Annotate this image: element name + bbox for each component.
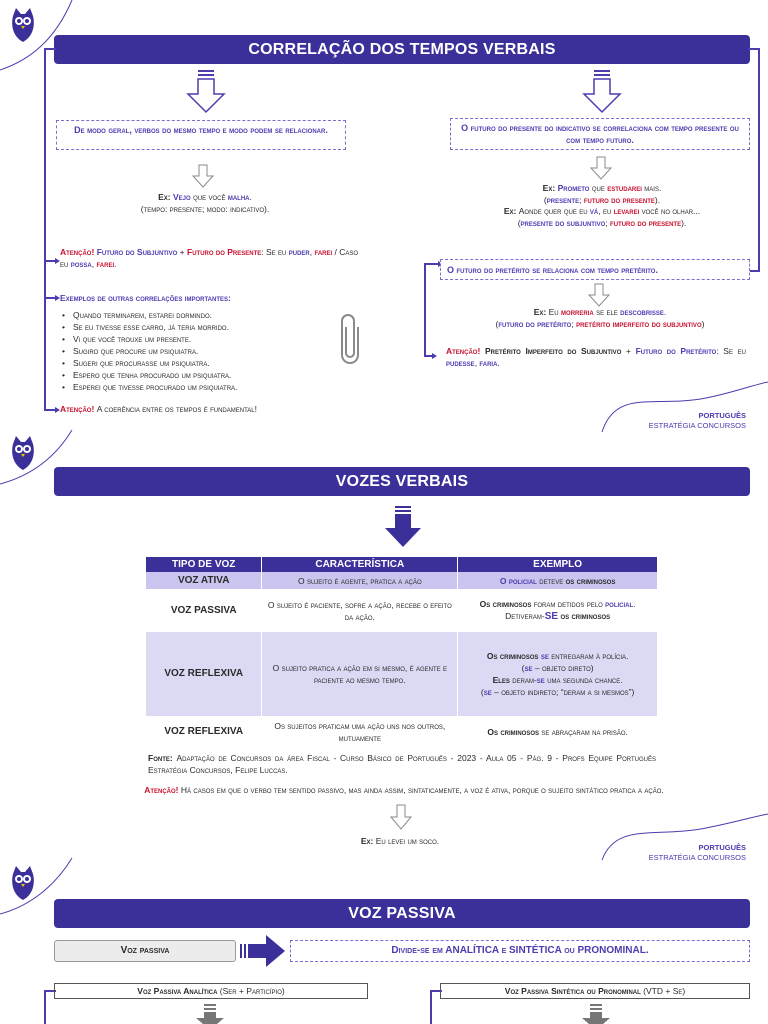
section-title-correlacao: CORRELAÇÃO DOS TEMPOS VERBAIS [54, 35, 750, 64]
correlacao-geral-box: De modo geral, verbos do mesmo tempo e modo podem se relacionar. [56, 120, 346, 150]
futuro-presente-box: O futuro do presente do indicativo se correlaciona com tempo presente ou com tempo futuro. [450, 118, 750, 150]
small-down-arrow-icon [192, 164, 214, 188]
header-tipo-voz: TIPO DE VOZ [146, 557, 262, 572]
paperclip-icon [338, 313, 362, 365]
right-connector-line [758, 48, 760, 272]
arrow-tip-icon [432, 353, 437, 359]
futuro-preterito-example: Ex: Eu morreria se ele descobrisse. (futuro do pretérito; pretérito imperfeito do subjuntivo) [495, 307, 705, 329]
down-arrow-icon [186, 70, 226, 114]
voz-passiva-analitica-box: Voz Passiva Analítica (Ser + Particípio) [54, 983, 368, 999]
down-arrow-gray-icon [196, 1004, 224, 1024]
list-item: • Esperei que tivesse procurado um psiquiatra. [62, 381, 322, 393]
small-down-arrow-icon [590, 156, 612, 180]
list-item: • Espero que tenha procurado um psiquiatra. [62, 369, 322, 381]
outras-correlacoes-list [62, 309, 322, 393]
atencao-coerencia: Atenção! A coerência entre os tempos é fundamental! [60, 404, 257, 414]
brand-footer: PORTUGUÊS ESTRATÉGIA CONCURSOS [648, 843, 746, 862]
atencao-preterito: Atenção! Pretérito Imperfeito do Subjuntivo + Futuro do Pretérito: Se eu pudesse, faria. [446, 346, 746, 368]
left-connector-line [44, 48, 46, 411]
list-item: • Sugeri que procurasse um psiquiatra. [62, 357, 322, 369]
header-exemplo: EXEMPLO [458, 557, 658, 572]
list-item: • Sugiro que procure um psiquiatra. [62, 345, 322, 357]
atencao-futuro-subjuntivo: Atenção! Futuro do Subjuntivo + Futuro do Presente: Se eu puder, farei / Caso eu possa, farei. [60, 247, 359, 269]
header-caracteristica: CARACTERÍSTICA [262, 557, 458, 572]
table-row: VOZ PASSIVA O sujeito é paciente, sofre a ação, recebe o efeito da ação. Os criminosos foram detidos pelo policial. Detiveram-SE os criminosos [146, 589, 658, 632]
small-down-arrow-icon [390, 804, 412, 830]
section-title-vozes: VOZES VERBAIS [54, 467, 750, 496]
vozes-table [146, 557, 658, 747]
right-example: Ex: Prometo que estudarei mais. (presente; futuro do presente). Ex: Aonde quer que eu vá, eu levarei você no olhar... (presente do subjuntivo; futuro do presente). [503, 183, 701, 228]
left-example: Ex: Vejo que você malha. (tempo: presente; modo: indicativo). [140, 192, 270, 214]
small-down-arrow-icon [588, 283, 610, 307]
list-item: • Se eu tivesse esse carro, já teria morrido. [62, 321, 322, 333]
futuro-preterito-box: O futuro do pretérito se relaciona com tempo pretérito. [440, 259, 750, 280]
atencao-voz-ativa: Atenção! Há casos em que o verbo tem sentido passivo, mas ainda assim, sintaticamente, a voz é ativa, porque o sujeito sintático pratica a ação. [144, 785, 664, 795]
list-item: • Quando terminarem, estarei dormindo. [62, 309, 322, 321]
fonte-citation: Fonte: Adaptação de Concursos da área Fiscal - Curso Básico de Português - 2023 - Aula 05 - Pág. 9 - Profs Equipe Português Estratégia Concursos, Felipe Luccas. [148, 753, 656, 775]
section-title-voz-passiva: VOZ PASSIVA [54, 899, 750, 928]
down-arrow-gray-icon [582, 1004, 610, 1024]
divide-se-box: Divide-se em ANALÍTICA e SINTÉTICA ou PRONOMINAL. [290, 940, 750, 962]
voz-passiva-sintetica-box: Voz Passiva Sintética ou Pronominal (VTD + Se) [440, 983, 750, 999]
voz-example: Ex: Eu levei um soco. [360, 836, 440, 846]
outras-correlacoes-title: Exemplos de outras correlações importantes: [60, 293, 231, 303]
list-item: • Vi que você trouxe um presente. [62, 333, 322, 345]
voz-passiva-label-box: Voz passiva [54, 940, 236, 962]
table-row: VOZ REFLEXIVA Os sujeitos praticam uma ação uns nos outros, mutuamente Os criminosos se abraçaram na prisão. [146, 716, 658, 747]
table-row: VOZ ATIVA O sujeito é agente, pratica a ação O policial deteve os criminosos [146, 572, 658, 589]
right-arrow-filled-icon [240, 934, 286, 968]
table-row: VOZ REFLEXIVA O sujeito pratica a ação em si mesmo, é agente e paciente ao mesmo tempo. Os criminosos se entregaram à polícia. (se – objeto direto) Eles deram-se uma segunda chance. (se – objeto indireto; “deram a si mesmos”) [146, 632, 658, 716]
down-arrow-filled-icon [384, 506, 422, 548]
brand-footer: PORTUGUÊS ESTRATÉGIA CONCURSOS [648, 411, 746, 430]
down-arrow-icon [582, 70, 622, 114]
